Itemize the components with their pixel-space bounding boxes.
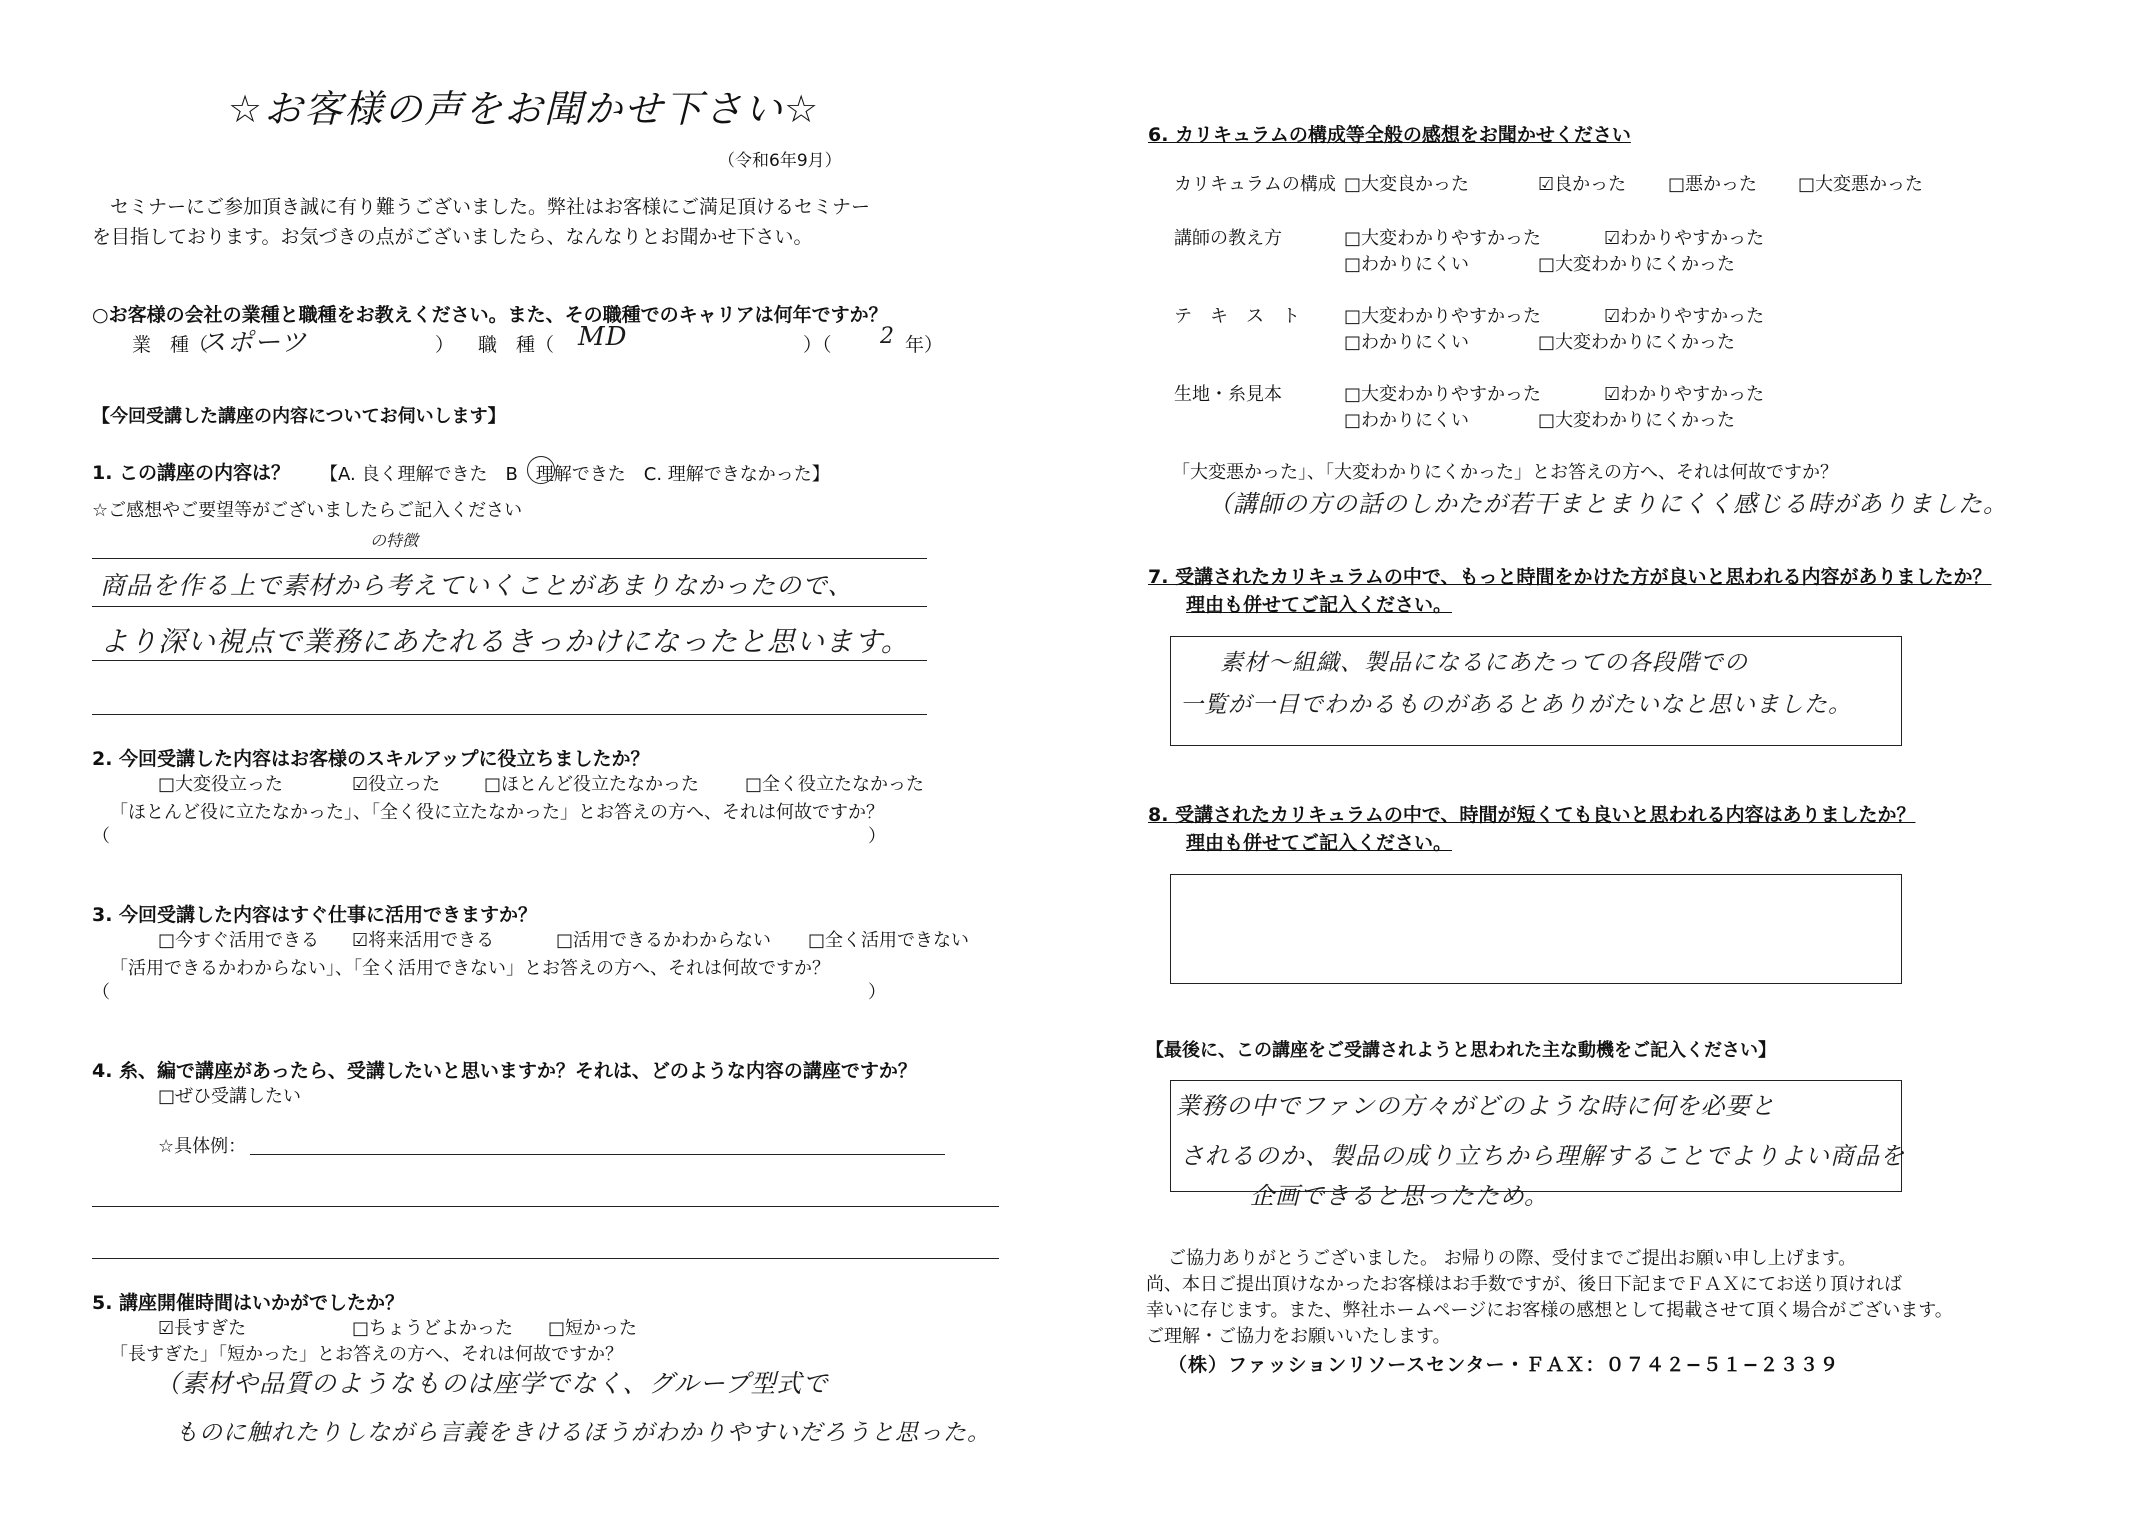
industry-value[interactable]: スポーツ <box>200 328 307 358</box>
issue-date: （令和6年9月） <box>718 151 842 171</box>
q1-question: 1. この講座の内容は？ <box>92 462 291 484</box>
q1-answer-2[interactable]: より深い視点で業務にあたれるきっかけになったと思います。 <box>100 625 910 658</box>
motive-answer-1: 業務の中でファンの方々がどのような時に何を必要と <box>1176 1092 1776 1120</box>
q4-question: 4. 糸、編で講座があったら、受講したいと思いますか？それは、どのような内容の講座ですか？ <box>92 1060 917 1082</box>
q4-line-2 <box>92 1206 999 1207</box>
q2-option-3[interactable]: □ほとんど役立たなかった <box>484 774 700 795</box>
q3-followup: 「活用できるかわからない」、「全く活用できない」とお答えの方へ、それは何故ですか？ <box>110 958 830 979</box>
motive-answer-3: 企画できると思ったため。 <box>1250 1182 1550 1210</box>
q3-paren-close: ） <box>868 982 886 1003</box>
q6-row2-label: 講師の教え方 <box>1174 228 1282 249</box>
career-years-unit: 年） <box>905 334 944 356</box>
q4-line-3 <box>92 1258 999 1259</box>
q1-line-4 <box>92 714 927 715</box>
q6-row3-opt3[interactable]: □わかりにくい <box>1344 332 1470 353</box>
footer-company-fax: （株）ファッションリソースセンター・ＦＡＸ：０７４２−５１−２３３９ <box>1168 1354 1840 1376</box>
q8-question: 8. 受講されたカリキュラムの中で、時間が短くても良いと思われる内容はありましたか？ <box>1148 804 1916 826</box>
q5-followup: 「長すぎた」「短かった」とお答えの方へ、それは何故ですか？ <box>110 1344 623 1365</box>
q2-followup: 「ほとんど役に立たなかった」、「全く役に立たなかった」とお答えの方へ、それは何故ですか？ <box>110 802 884 823</box>
q3-option-2[interactable]: ☑将来活用できる <box>352 930 495 951</box>
q5-answer-2[interactable]: ものに触れたりしながら言義をきけるほうがわかりやすいだろうと思った。 <box>175 1420 991 1446</box>
q6-row2-opt4[interactable]: □大変わかりにくかった <box>1538 254 1736 275</box>
footer-line-4: ご理解・ご協力をお願いいたします。 <box>1146 1326 1451 1347</box>
section-heading: 【今回受講した講座の内容についてお伺いします】 <box>92 406 506 427</box>
q3-option-1[interactable]: □今すぐ活用できる <box>158 930 320 951</box>
intro-text-2: を目指しております。お気づきの点がございましたら、なんなりとお聞かせ下さい。 <box>92 226 813 248</box>
q8-answer-box[interactable] <box>1170 874 1902 984</box>
q6-row1-opt4[interactable]: □大変悪かった <box>1798 174 1924 195</box>
q7-question: 7. 受講されたカリキュラムの中で、もっと時間をかけた方が良いと思われる内容がありましたか？ <box>1148 566 1992 588</box>
q5-option-2[interactable]: □ちょうどよかった <box>352 1318 514 1339</box>
q1-selected-mark <box>527 456 555 484</box>
job-value[interactable]: MD <box>578 322 628 352</box>
q6-row1-opt3[interactable]: □悪かった <box>1668 174 1758 195</box>
q6-row4-opt1[interactable]: □大変わかりやすかった <box>1344 384 1542 405</box>
q6-row2-opt1[interactable]: □大変わかりやすかった <box>1344 228 1542 249</box>
q3-paren-open: （ <box>92 982 110 1003</box>
q2-question: 2. 今回受講した内容はお客様のスキルアップに役立ちましたか？ <box>92 748 650 770</box>
job-close: ）（ <box>803 334 832 356</box>
q1-answer-note: の特徴 <box>370 531 419 550</box>
q4-example-label: ☆具体例： <box>158 1136 247 1157</box>
q7-answer-2: 一覧が一目でわかるものがあるとありがたいなと思いました。 <box>1180 692 1852 718</box>
q8-reason: 理由も併せてご記入ください。 <box>1186 832 1453 854</box>
career-years-value[interactable]: 2 <box>880 324 895 349</box>
q5-question: 5. 講座開催時間はいかがでしたか？ <box>92 1292 405 1314</box>
q6-row3-opt1[interactable]: □大変わかりやすかった <box>1344 306 1542 327</box>
q6-row4-opt4[interactable]: □大変わかりにくかった <box>1538 410 1736 431</box>
footer-line-1: ご協力ありがとうございました。 お帰りの際、受付までご提出お願い申し上げます。 <box>1168 1248 1857 1269</box>
footer-line-3: 幸いに存じます。また、弊社ホームページにお客様の感想として掲載させて頂く場合がございます。 <box>1146 1300 1953 1321</box>
q6-row2-opt2[interactable]: ☑わかりやすかった <box>1604 228 1765 249</box>
q3-option-3[interactable]: □活用できるかわからない <box>556 930 772 951</box>
q6-question: 6. カリキュラムの構成等全般の感想をお聞かせください <box>1148 124 1631 146</box>
q6-row3-opt2[interactable]: ☑わかりやすかった <box>1604 306 1765 327</box>
q7-reason: 理由も併せてご記入ください。 <box>1186 594 1453 616</box>
page-title: ☆お客様の声をお聞かせ下さい☆ <box>228 87 821 131</box>
q6-row2-opt3[interactable]: □わかりにくい <box>1344 254 1470 275</box>
q4-example-line[interactable] <box>250 1154 945 1155</box>
q1-line-1 <box>92 558 927 559</box>
motive-answer-2: されるのか、製品の成り立ちから理解することでよりよい商品を <box>1180 1142 1905 1170</box>
q3-question: 3. 今回受講した内容はすぐ仕事に活用できますか？ <box>92 904 538 926</box>
industry-label: 業 種（ <box>132 334 209 356</box>
q2-option-2[interactable]: ☑役立った <box>352 774 441 795</box>
q5-option-1[interactable]: ☑長すぎた <box>158 1318 247 1339</box>
intro-text-1: セミナーにご参加頂き誠に有り難うございました。弊社はお客様にご満足頂けるセミナー <box>110 196 871 218</box>
q7-answer-1: 素材〜組織、製品になるにあたっての各段階での <box>1220 650 1748 676</box>
q3-option-4[interactable]: □全く活用できない <box>808 930 970 951</box>
q1-line-2 <box>92 606 927 607</box>
q6-row3-opt4[interactable]: □大変わかりにくかった <box>1538 332 1736 353</box>
q6-row4-opt2[interactable]: ☑わかりやすかった <box>1604 384 1765 405</box>
q6-row3-label: テ キ ス ト <box>1174 306 1300 327</box>
q6-row1-label: カリキュラムの構成 <box>1174 174 1336 195</box>
q6-row4-label: 生地・糸見本 <box>1174 384 1282 405</box>
q1-prompt: ☆ご感想やご要望等がございましたらご記入ください <box>92 500 523 521</box>
q6-row1-opt1[interactable]: □大変良かった <box>1344 174 1470 195</box>
q5-option-3[interactable]: □短かった <box>548 1318 638 1339</box>
q6-row4-opt3[interactable]: □わかりにくい <box>1344 410 1470 431</box>
q1-answer-1[interactable]: 商品を作る上で素材から考えていくことがあまりなかったので、 <box>100 571 854 600</box>
q6-followup: 「大変悪かった」、「大変わかりにくかった」とお答えの方へ、それは何故ですか？ <box>1172 462 1838 483</box>
footer-line-2: 尚、本日ご提出頂けなかったお客様はお手数ですが、後日下記までＦＡＸにてお送り頂ければ <box>1146 1274 1902 1295</box>
q6-row1-opt2[interactable]: ☑良かった <box>1538 174 1627 195</box>
q1-options: 【A. 良く理解できた B 理解できた C. 理解できなかった】 <box>320 464 830 485</box>
q5-answer-1[interactable]: （素材や品質のようなものは座学でなく、グループ型式で <box>155 1369 829 1398</box>
industry-close: ） <box>435 334 455 356</box>
q6-answer[interactable]: （講師の方の話のしかたが若干まとまりにくく感じる時がありました。 <box>1208 490 2008 518</box>
q2-option-1[interactable]: □大変役立った <box>158 774 284 795</box>
q2-paren-close: ） <box>868 826 886 847</box>
q2-paren-open: （ <box>92 826 110 847</box>
q2-option-4[interactable]: □全く役立たなかった <box>745 774 925 795</box>
q1-line-3 <box>92 660 927 661</box>
job-label: 職 種（ <box>478 334 555 356</box>
q4-option[interactable]: □ぜひ受講したい <box>158 1086 302 1107</box>
profile-question: ○お客様の会社の業種と職種をお教えください。また、その職種でのキャリアは何年ですか？ <box>92 304 888 326</box>
motive-heading: 【最後に、この講座をご受講されようと思われた主な動機をご記入ください】 <box>1146 1040 1776 1061</box>
